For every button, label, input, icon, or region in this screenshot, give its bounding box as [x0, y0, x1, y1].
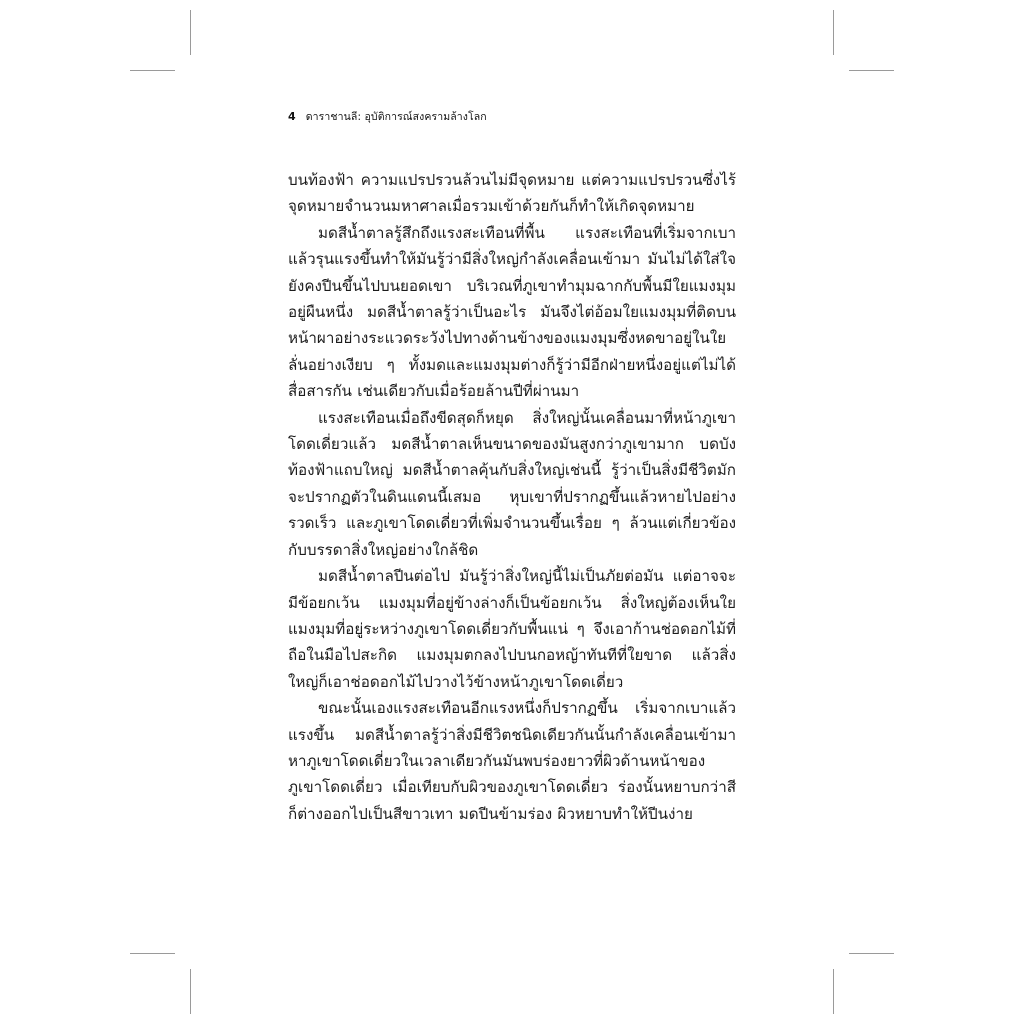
body-text [288, 167, 736, 827]
paragraph: มดสีน้ำตาลปีนต่อไป มันรู้ว่าสิ่งใหญ่นี้ไม่เป็นภัยต่อมัน แต่อาจจะมีข้อยกเว้น แมงมุมที่อยู่ข้างล่างก็เป็นข้อยกเว้น สิ่งใหญ่ต้องเห็นใยแมงมุมที่อยู่ระหว่างภูเขาโดดเดี่ยวกับพื้นแน่ ๆ จึงเอาก้านช่อดอกไม้ที่ถือในมือไปสะกิด แมงมุมตกลงไปบนกอหญ้าทันทีที่ใยขาด แล้วสิ่งใหญ่ก็เอาช่อดอกไม้ไปวางไว้ข้างหน้าภูเขาโดดเดี่ยว [288, 567, 736, 691]
paragraph: มดสีน้ำตาลรู้สึกถึงแรงสะเทือนที่พื้น แรงสะเทือนที่เริ่มจากเบาแล้วรุนแรงขึ้นทำให้มันรู้ว่ามีสิ่งใหญ่กำลังเคลื่อนเข้ามา มันไม่ได้ใส่ใจ ยังคงปีนขึ้นไปบนยอดเขา บริเวณที่ภูเขาทำมุมฉากกับพื้นมีใยแมงมุมอยู่ผืนหนึ่ง มดสีน้ำตาลรู้ว่าเป็นอะไร มันจึงไต่อ้อมใยแมงมุมที่ติดบนหน้าผาอย่างระแวดระวังไปทางด้านข้างของแมงมุมซึ่งหดขาอยู่ในใยลั่นอย่างเงียบ ๆ ทั้งมดและแมงมุมต่างก็รู้ว่ามีอีกฝ่ายหนึ่งอยู่แต่ไม่ได้สื่อสารกัน เช่นเดียวกับเมื่อร้อยล้านปีที่ผ่านมา [288, 223, 736, 401]
paragraph: บนท้องฟ้า ความแปรปรวนล้วนไม่มีจุดหมาย แต่ความแปรปรวนซึ่งไร้จุดหมายจำนวนมหาศาลเมื่อรวมเข้าด้วยกันก็ทำให้เกิดจุดหมาย [288, 171, 736, 216]
paragraph: ขณะนั้นเองแรงสะเทือนอีกแรงหนึ่งก็ปรากฏขึ้น เริ่มจากเบาแล้วแรงขึ้น มดสีน้ำตาลรู้ว่าสิ่งมีชีวิตชนิดเดียวกันนั้นกำลังเคลื่อนเข้ามาหาภูเขาโดดเดี่ยวในเวลาเดียวกันมันพบร่องยาวที่ผิวด้านหน้าของภูเขาโดดเดี่ยว เมื่อเทียบกับผิวของภูเขาโดดเดี่ยว ร่องนั้นหยาบกว่าสีก็ต่างออกไปเป็นสีขาวเทา มดปีนข้ามร่อง ผิวหยาบทำให้ปีนง่าย [288, 699, 736, 823]
crop-mark-bottom-right [824, 944, 894, 1014]
paragraph: แรงสะเทือนเมื่อถึงขีดสุดก็หยุด สิ่งใหญ่นั้นเคลื่อนมาที่หน้าภูเขาโดดเดี่ยวแล้ว มดสีน้ำตาลเห็นขนาดของมันสูงกว่าภูเขามาก บดบังท้องฟ้าแถบใหญ่ มดสีน้ำตาลคุ้นกับสิ่งใหญ่เช่นนี้ รู้ว่าเป็นสิ่งมีชีวิตมักจะปรากฏตัวในดินแดนนี้เสมอ หุบเขาที่ปรากฏขึ้นแล้วหายไปอย่างรวดเร็ว และภูเขาโดดเดี่ยวที่เพิ่มจำนวนขึ้นเรื่อย ๆ ล้วนแต่เกี่ยวข้องกับบรรดาสิ่งใหญ่อย่างใกล้ชิด [288, 408, 736, 559]
page-number: 4 [288, 110, 296, 123]
crop-mark-bottom-left [130, 944, 200, 1014]
running-head-title: ดาราชานลี: อุบัติการณ์สงครามล้างโลก [305, 111, 487, 123]
crop-mark-top-right [824, 10, 894, 80]
page-content [288, 108, 736, 827]
running-head [288, 108, 736, 125]
crop-mark-top-left [130, 10, 200, 80]
